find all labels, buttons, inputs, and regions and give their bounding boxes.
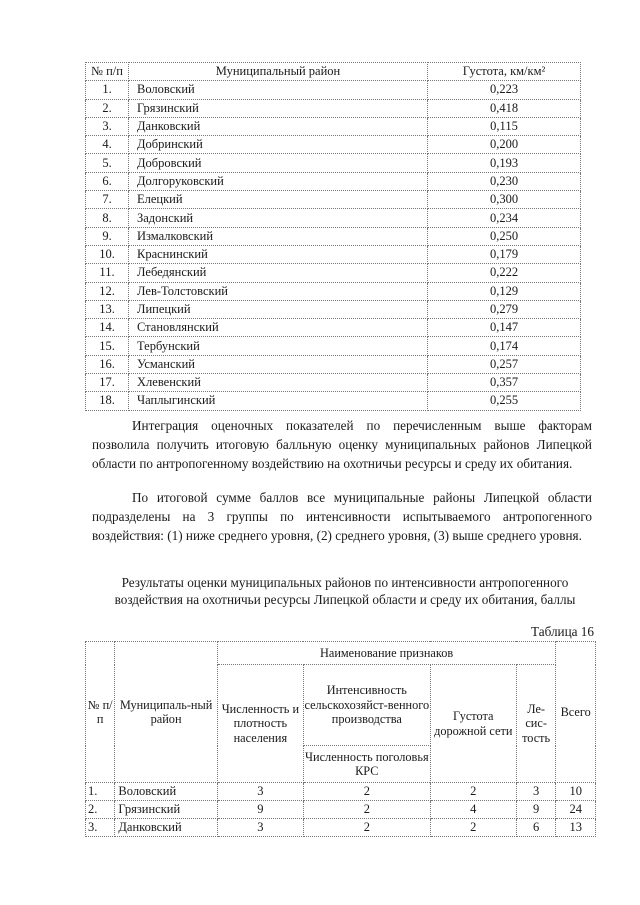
table-row (86, 172, 581, 190)
road-density-score: 4 (430, 801, 516, 819)
table-row (86, 154, 581, 172)
table-row (86, 300, 581, 318)
density-value: 0,279 (428, 300, 581, 318)
district-name: Грязинский (115, 801, 217, 819)
table-caption: Результаты оценки муниципальных районов по интенсивности антропогенного воздействия на охотничьи ресурсы Липецкой области и среду их обитания, баллы (114, 575, 576, 607)
column-header-number: № п/п (86, 642, 115, 783)
district-name: Добровский (129, 154, 428, 172)
population-score: 9 (217, 801, 303, 819)
total-score: 13 (556, 819, 596, 837)
density-value: 0,418 (428, 99, 581, 117)
table-row (86, 337, 581, 355)
table-row (86, 245, 581, 263)
column-header-district: Муниципальный район (129, 63, 428, 81)
row-number: 18. (86, 392, 129, 410)
district-name: Измалковский (129, 227, 428, 245)
density-value: 0,222 (428, 264, 581, 282)
table-row (86, 282, 581, 300)
total-score: 10 (556, 783, 596, 801)
row-number: 10. (86, 245, 129, 263)
district-name: Данковский (129, 117, 428, 135)
district-name: Липецкий (129, 300, 428, 318)
column-header-number: № п/п (86, 63, 129, 81)
row-number: 9. (86, 227, 129, 245)
district-name: Данковский (115, 819, 217, 837)
row-number: 8. (86, 209, 129, 227)
district-name: Чаплыгинский (129, 392, 428, 410)
assessment-results-table (85, 641, 596, 837)
district-name: Хлевенский (129, 374, 428, 392)
column-header-district: Муниципаль-ный район (115, 642, 217, 783)
agriculture-score: 2 (303, 819, 430, 837)
column-header-agriculture: Интенсивность сельскохозяйст-венного производства (303, 665, 430, 746)
forest-cover-score: 6 (516, 819, 556, 837)
column-header-density: Густота, км/км² (428, 63, 581, 81)
row-number: 14. (86, 319, 129, 337)
row-number: 4. (86, 136, 129, 154)
table-row (86, 374, 581, 392)
district-name: Лебедянский (129, 264, 428, 282)
density-value: 0,200 (428, 136, 581, 154)
row-number: 11. (86, 264, 129, 282)
density-value: 0,255 (428, 392, 581, 410)
density-value: 0,234 (428, 209, 581, 227)
district-name: Тербунский (129, 337, 428, 355)
road-density-score: 2 (430, 819, 516, 837)
table-row (86, 191, 581, 209)
row-number: 15. (86, 337, 129, 355)
population-score: 3 (217, 783, 303, 801)
column-header-cattle: Численность поголовья КРС (303, 746, 430, 783)
district-name: Долгоруковский (129, 172, 428, 190)
row-number: 17. (86, 374, 129, 392)
row-number: 3. (86, 819, 115, 837)
row-number: 1. (86, 783, 115, 801)
density-value: 0,193 (428, 154, 581, 172)
district-name: Воловский (129, 81, 428, 99)
district-name: Усманский (129, 355, 428, 373)
table-row (86, 819, 596, 837)
density-value: 0,174 (428, 337, 581, 355)
paragraph-integration: Интеграция оценочных показателей по перечисленным выше факторам позволила получить итоговую балльную оценку муниципальных районов Липецкой области по антропогенному воздействию на охотничьи ресурсы и среду их обитания. (92, 418, 592, 471)
row-number: 16. (86, 355, 129, 373)
density-value: 0,357 (428, 374, 581, 392)
table-row (86, 99, 581, 117)
district-name: Добринский (129, 136, 428, 154)
agriculture-score: 2 (303, 801, 430, 819)
density-value: 0,300 (428, 191, 581, 209)
table-number-label: Таблица 16 (531, 624, 594, 639)
table-row (86, 136, 581, 154)
column-header-road-density: Густота дорожной сети (430, 665, 516, 783)
row-number: 1. (86, 81, 129, 99)
column-header-total: Всего (556, 642, 596, 783)
density-value: 0,223 (428, 81, 581, 99)
district-name: Воловский (115, 783, 217, 801)
district-name: Елецкий (129, 191, 428, 209)
row-number: 2. (86, 99, 129, 117)
table-row (86, 355, 581, 373)
row-number: 2. (86, 801, 115, 819)
density-value: 0,250 (428, 227, 581, 245)
table-row (86, 209, 581, 227)
district-name: Становлянский (129, 319, 428, 337)
forest-cover-score: 9 (516, 801, 556, 819)
table-header-row (86, 63, 581, 81)
row-number: 5. (86, 154, 129, 172)
row-number: 3. (86, 117, 129, 135)
density-value: 0,129 (428, 282, 581, 300)
table-row (86, 801, 596, 819)
table-row (86, 81, 581, 99)
road-density-score: 2 (430, 783, 516, 801)
table-row (86, 783, 596, 801)
table-row (86, 227, 581, 245)
density-value: 0,147 (428, 319, 581, 337)
density-value: 0,230 (428, 172, 581, 190)
density-value: 0,115 (428, 117, 581, 135)
population-score: 3 (217, 819, 303, 837)
table-row (86, 319, 581, 337)
district-name: Грязинский (129, 99, 428, 117)
district-name: Лев-Толстовский (129, 282, 428, 300)
column-header-forest-cover: Ле-сис-тость (516, 665, 556, 783)
paragraph-groups: По итоговой сумме баллов все муниципальные районы Липецкой области подразделены на 3 группы по интенсивности испытываемого антропогенного воздействия: (1) ниже среднего уровня, (2) среднего уровня, (3) выше среднего уровня. (92, 490, 592, 543)
density-value: 0,257 (428, 355, 581, 373)
agriculture-score: 2 (303, 783, 430, 801)
column-group-header-features: Наименование признаков (217, 642, 556, 665)
row-number: 7. (86, 191, 129, 209)
forest-cover-score: 3 (516, 783, 556, 801)
table-row (86, 264, 581, 282)
column-header-population: Численность и плотность населения (217, 665, 303, 783)
row-number: 12. (86, 282, 129, 300)
district-name: Задонский (129, 209, 428, 227)
district-name: Краснинский (129, 245, 428, 263)
road-density-table (85, 62, 581, 411)
row-number: 13. (86, 300, 129, 318)
total-score: 24 (556, 801, 596, 819)
table-row (86, 117, 581, 135)
density-value: 0,179 (428, 245, 581, 263)
table-row (86, 392, 581, 410)
row-number: 6. (86, 172, 129, 190)
